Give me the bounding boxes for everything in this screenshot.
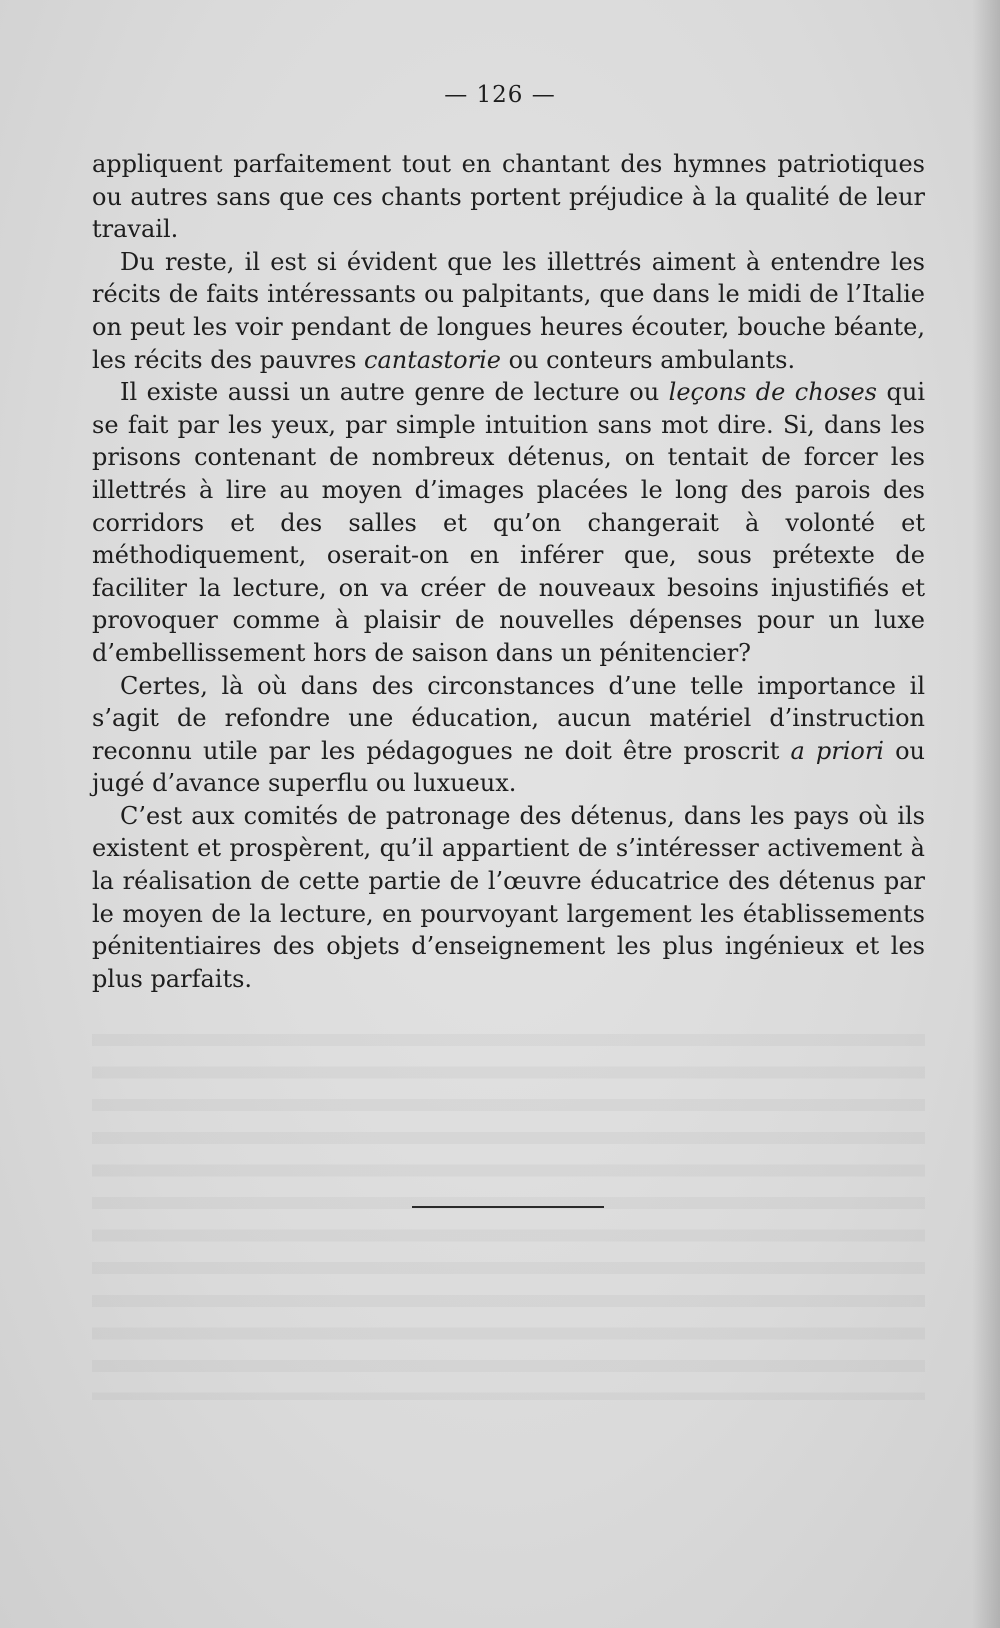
text-run: ou conteurs ambulants.	[500, 345, 796, 374]
italic-term: a priori	[790, 736, 884, 765]
text-run: C’est aux comités de patronage des détenus, dans les pays où ils existent et prospèrent, qu’il appartient de s’intéresser activement à la réalisation de cette partie de l’œuvre éducatrice des détenus par le moyen de la lecture, en pourvoyant largement les établissements pénitentiaires des objets d’enseignement les plus ingénieux et les plus parfaits.	[92, 801, 925, 993]
closing-rule	[412, 1206, 604, 1208]
text-run: qui se fait par les yeux, par simple intuition sans mot dire. Si, dans les prisons contenant de nombreux détenus, on tentait de forcer les illettrés à lire au moyen d’images placées le long des parois des corridors et des salles et qu’on changerait à volonté et méthodiquement, oserait-on en inférer que, sous prétexte de faciliter la lecture, on va créer de nouveaux besoins injustifiés et provoquer comme à plaisir de nouvelles dépenses pour un luxe d’embellissement hors de saison dans un pénitencier?	[92, 378, 925, 667]
paragraph	[92, 800, 925, 996]
text-run: Certes, là où dans des circonstances d’une telle importance il s’agit de refondre une éducation, aucun matériel d’instruction reconnu utile par les pédagogues ne doit être proscrit	[92, 671, 925, 765]
paragraph	[92, 148, 925, 246]
page-number: — 126 —	[444, 82, 556, 108]
paragraph	[92, 670, 925, 800]
text-run: ou jugé d’avance superflu ou luxueux.	[92, 736, 925, 798]
text-run: Il existe aussi un autre genre de lecture ou	[120, 378, 669, 407]
text-run: appliquent parfaitement tout en chantant des hymnes patriotiques ou autres sans que ces chants portent préjudice à la qualité de leur travail.	[92, 150, 925, 244]
paragraph	[92, 246, 925, 376]
text-run: Du reste, il est si évident que les illettrés aiment à entendre les récits de faits intéressants ou palpitants, que dans le midi de l’Italie on peut les voir pendant de longues heures écouter, bouche béante, les récits des pauvres	[92, 247, 925, 374]
page-edge-shadow	[972, 0, 1000, 1628]
italic-term: leçons de choses	[668, 378, 877, 407]
body-text	[92, 148, 925, 995]
paragraph	[92, 376, 925, 669]
italic-term: cantastorie	[364, 345, 501, 374]
show-through-texture	[92, 1020, 925, 1400]
